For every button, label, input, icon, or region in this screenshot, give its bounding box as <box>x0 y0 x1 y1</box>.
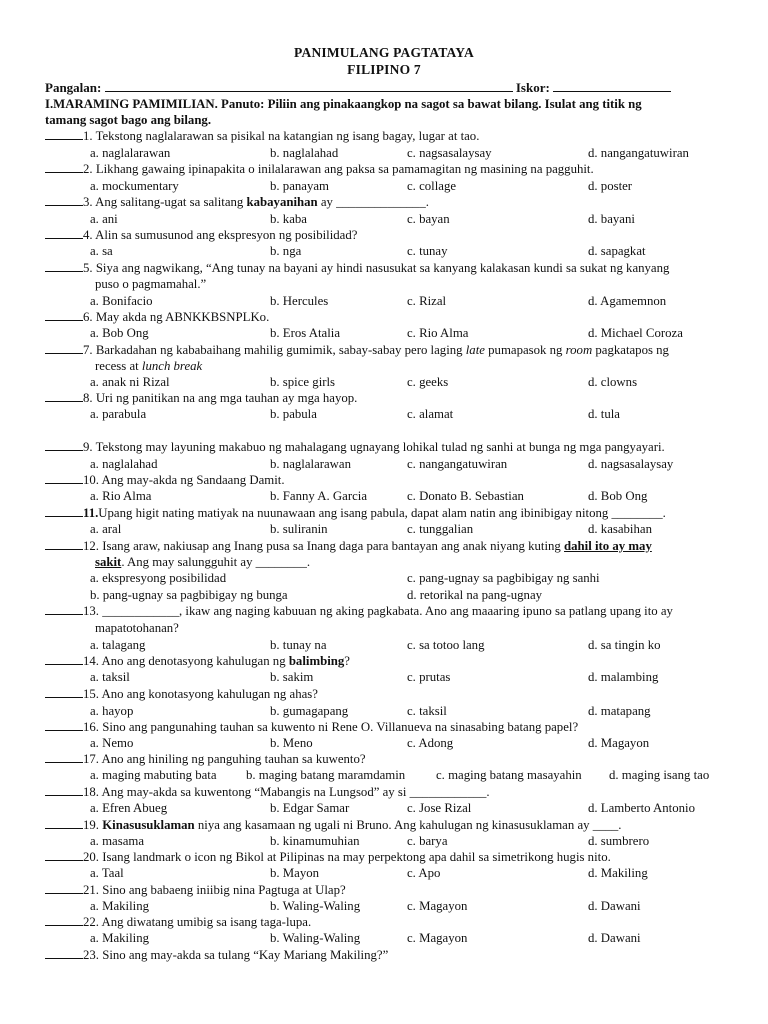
question-14: 14. Ano ang denotasyong kahulugan ng balimbing? <box>45 653 350 669</box>
question-7: 7. Barkadahan ng kababaihang mahilig gumimik, sabay-sabay pero laging late pumapasok ng room pagkatapos ng <box>45 342 669 358</box>
q16-option-c: c. Adong <box>407 736 454 750</box>
q18-option-c: c. Jose Rizal <box>407 801 472 815</box>
question-6: 6. May akda ng ABNKKBSNPLKo. <box>45 309 269 325</box>
q6-option-a: a. Bob Ong <box>90 326 149 340</box>
q4-option-c: c. tunay <box>407 244 448 258</box>
q10-option-c: c. Donato B. Sebastian <box>407 489 524 503</box>
q7-option-b: b. spice girls <box>270 375 336 389</box>
q17-option-a: a. maging mabuting bata <box>90 768 217 782</box>
q22-option-b: b. Waling-Waling <box>270 931 361 945</box>
instructions-cont: tamang sagot bago ang bilang. <box>45 113 212 127</box>
q20-option-d: d. Makiling <box>588 866 648 880</box>
q5-option-c: c. Rizal <box>407 294 447 308</box>
q15-option-d: d. matapang <box>588 704 651 718</box>
q14-option-a: a. taksil <box>90 670 130 684</box>
q22-option-c: c. Magayon <box>407 931 468 945</box>
name-blank <box>105 91 513 92</box>
question-16: 16. Sino ang pangunahing tauhan sa kuwento ni Rene O. Villanueva na sinasabing batang papel? <box>45 719 578 735</box>
q19-option-a: a. masama <box>90 834 145 848</box>
question-8: 8. Uri ng panitikan na ang mga tauhan ay mga hayop. <box>45 390 357 406</box>
q18-option-d: d. Lamberto Antonio <box>588 801 695 815</box>
q21-option-c: c. Magayon <box>407 899 468 913</box>
q6-option-c: c. Rio Alma <box>407 326 469 340</box>
q16-option-a: a. Nemo <box>90 736 134 750</box>
question-9: 9. Tekstong may layuning makabuo ng mahalagang ugnayang lohikal tulad ng sanhi at bunga ng mga pangyayari. <box>45 439 665 455</box>
question-11: 11.Upang higit nating matiyak na nuunawaan ang isang pabula, dapat alam natin ang ibinibigay nitong ________. <box>45 505 666 521</box>
q17-option-d: d. maging isang tao <box>609 768 710 782</box>
q21-option-d: d. Dawani <box>588 899 641 913</box>
q21-option-b: b. Waling-Waling <box>270 899 361 913</box>
q5-option-d: d. Agamemnon <box>588 294 667 308</box>
q11-option-d: d. kasabihan <box>588 522 652 536</box>
q11-option-c: c. tunggalian <box>407 522 474 536</box>
question-20: 20. Isang landmark o icon ng Bikol at Pilipinas na may perpektong apa dahil sa simetrikong hugis nito. <box>45 849 611 865</box>
instructions: I.MARAMING PAMIMILIAN. Panuto: Piliin ang pinakaangkop na sagot sa bawat bilang. Isulat ang titik ng <box>45 97 642 111</box>
q11-option-b: b. suliranin <box>270 522 328 536</box>
q8-option-c: c. alamat <box>407 407 454 421</box>
q15-option-a: a. hayop <box>90 704 134 718</box>
q15-option-c: c. taksil <box>407 704 447 718</box>
q12-option-a: a. ekspresyong posibilidad <box>90 571 227 585</box>
question-1: 1. Tekstong naglalarawan sa pisikal na katangian ng isang bagay, lugar at tao. <box>45 128 479 144</box>
worksheet-subtitle: FILIPINO 7 <box>347 62 421 77</box>
q3-option-a: a. ani <box>90 212 118 226</box>
question-5: 5. Siya ang nagwikang, “Ang tunay na bayani ay hindi nasusukat sa kanyang kalakasan kundi sa sukat ng kanyang <box>45 260 669 276</box>
question-10: 10. Ang may-akda ng Sandaang Damit. <box>45 472 285 488</box>
q16-option-b: b. Meno <box>270 736 313 750</box>
q12-option-c: c. pang-ugnay sa pagbibigay ng sanhi <box>407 571 600 585</box>
q13-option-a: a. talagang <box>90 638 146 652</box>
q22-option-a: a. Makiling <box>90 931 149 945</box>
score-blank <box>553 91 671 92</box>
name-score-line <box>45 80 671 96</box>
q12-option-d: d. retorikal na pang-ugnay <box>407 588 543 602</box>
q6-option-d: d. Michael Coroza <box>588 326 683 340</box>
q6-option-b: b. Eros Atalia <box>270 326 341 340</box>
question-15: 15. Ano ang konotasyong kahulugan ng ahas? <box>45 686 318 702</box>
q2-option-b: b. panayam <box>270 179 329 193</box>
q2-option-a: a. mockumentary <box>90 179 179 193</box>
question-2: 2. Likhang gawaing ipinapakita o inilalarawan ang paksa sa pamamagitan ng masining na pagguhit. <box>45 161 594 177</box>
q18-option-b: b. Edgar Samar <box>270 801 350 815</box>
q10-option-a: a. Rio Alma <box>90 489 152 503</box>
q7-option-a: a. anak ni Rizal <box>90 375 170 389</box>
q7-option-d: d. clowns <box>588 375 638 389</box>
q18-option-a: a. Efren Abueg <box>90 801 168 815</box>
question-3: 3. Ang salitang-ugat sa salitang kabayanihan ay ______________. <box>45 194 429 210</box>
q4-option-a: a. sa <box>90 244 113 258</box>
q21-option-a: a. Makiling <box>90 899 149 913</box>
q9-option-a: a. naglalahad <box>90 457 158 471</box>
q15-option-b: b. gumagapang <box>270 704 349 718</box>
q19-option-b: b. kinamumuhian <box>270 834 360 848</box>
question-5-cont: puso o pagmamahal.” <box>95 277 207 291</box>
q8-option-d: d. tula <box>588 407 620 421</box>
q20-option-a: a. Taal <box>90 866 124 880</box>
q1-option-c: c. nagsasalaysay <box>407 146 492 160</box>
q13-option-d: d. sa tingin ko <box>588 638 661 652</box>
worksheet-title: PANIMULANG PAGTATAYA <box>294 45 474 60</box>
question-18: 18. Ang may-akda sa kuwentong “Mabangis na Lungsod” ay si ____________. <box>45 784 490 800</box>
q4-option-b: b. nga <box>270 244 302 258</box>
q13-option-b: b. tunay na <box>270 638 327 652</box>
question-21: 21. Sino ang babaeng iniibig nina Pagtuga at Ulap? <box>45 882 346 898</box>
q9-option-c: c. nangangatuwiran <box>407 457 508 471</box>
q5-option-a: a. Bonifacio <box>90 294 153 308</box>
question-19: 19. Kinasusuklaman niya ang kasamaan ng ugali ni Bruno. Ang kahulugan ng kinasusuklaman ay ____. <box>45 817 622 833</box>
q10-option-d: d. Bob Ong <box>588 489 648 503</box>
question-12-cont: sakit. Ang may salungguhit ay ________. <box>95 555 311 569</box>
question-13: 13. ____________, ikaw ang naging kabuuan ng aking pagkabata. Ano ang maaaring ipuno sa patlang upang ito ay <box>45 603 673 619</box>
name-label: Pangalan: <box>45 80 102 95</box>
q13-option-c: c. sa totoo lang <box>407 638 485 652</box>
q12-option-b: b. pang-ugnay sa pagbibigay ng bunga <box>90 588 288 602</box>
q14-option-b: b. sakim <box>270 670 314 684</box>
q9-option-b: b. naglalarawan <box>270 457 352 471</box>
question-4: 4. Alin sa sumusunod ang ekspresyon ng posibilidad? <box>45 227 357 243</box>
q8-option-b: b. pabula <box>270 407 317 421</box>
question-7-cont: recess at lunch break <box>95 359 203 373</box>
q2-option-d: d. poster <box>588 179 633 193</box>
question-23: 23. Sino ang may-akda sa tulang “Kay Mariang Makiling?” <box>45 947 388 963</box>
q16-option-d: d. Magayon <box>588 736 650 750</box>
q17-option-c: c. maging batang masayahin <box>436 768 582 782</box>
score-label: Iskor: <box>515 80 550 95</box>
q2-option-c: c. collage <box>407 179 457 193</box>
q10-option-b: b. Fanny A. Garcia <box>270 489 368 503</box>
q11-option-a: a. aral <box>90 522 122 536</box>
q19-option-d: d. sumbrero <box>588 834 650 848</box>
q8-option-a: a. parabula <box>90 407 147 421</box>
q9-option-d: d. nagsasalaysay <box>588 457 674 471</box>
q14-option-d: d. malambing <box>588 670 659 684</box>
q5-option-b: b. Hercules <box>270 294 329 308</box>
q1-option-d: d. nangangatuwiran <box>588 146 689 160</box>
q20-option-b: b. Mayon <box>270 866 320 880</box>
q4-option-d: d. sapagkat <box>588 244 646 258</box>
q20-option-c: c. Apo <box>407 866 441 880</box>
q3-option-c: c. bayan <box>407 212 450 226</box>
q1-option-a: a. naglalarawan <box>90 146 171 160</box>
q1-option-b: b. naglalahad <box>270 146 339 160</box>
q19-option-c: c. barya <box>407 834 448 848</box>
question-13-cont: mapatotohanan? <box>95 621 179 635</box>
question-22: 22. Ang diwatang umibig sa isang taga-lupa. <box>45 914 311 930</box>
q14-option-c: c. prutas <box>407 670 451 684</box>
question-17: 17. Ano ang hiniling ng panguhing tauhan sa kuwento? <box>45 751 366 767</box>
q22-option-d: d. Dawani <box>588 931 641 945</box>
question-12: 12. Isang araw, nakiusap ang Inang pusa sa Inang daga para bantayan ang anak niyang kuting dahil ito ay may <box>45 538 652 554</box>
q3-option-d: d. bayani <box>588 212 635 226</box>
q3-option-b: b. kaba <box>270 212 307 226</box>
q17-option-b: b. maging batang maramdamin <box>246 768 406 782</box>
q7-option-c: c. geeks <box>407 375 449 389</box>
